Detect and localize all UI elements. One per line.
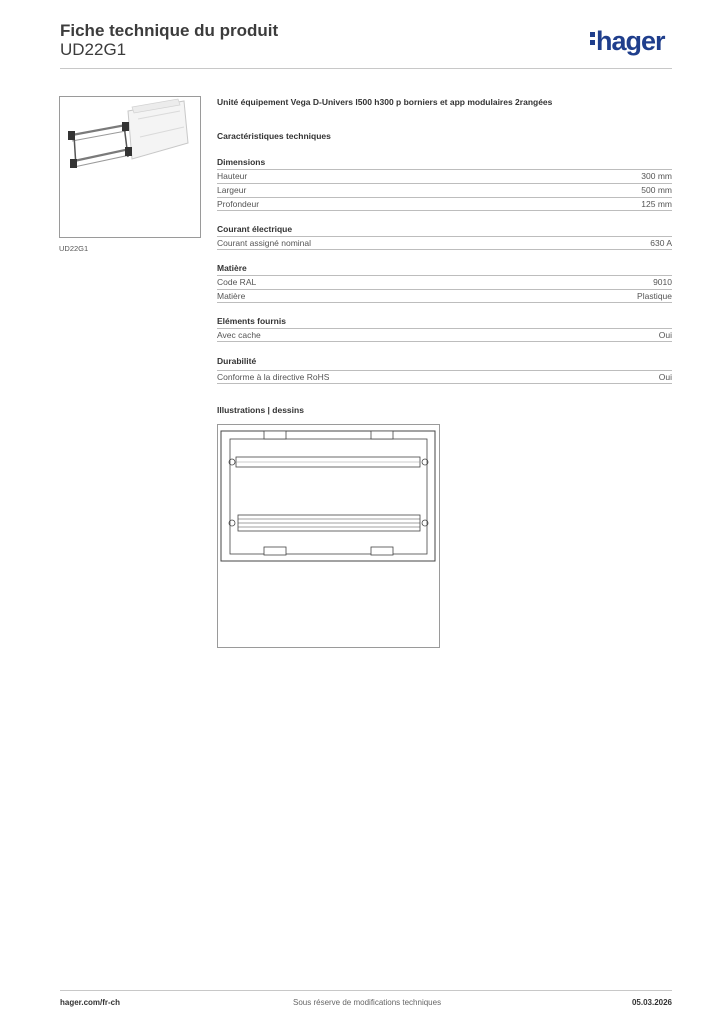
section-title-elements: Eléments fournis — [217, 316, 286, 326]
spec-row — [217, 183, 672, 197]
spec-label: Largeur — [217, 185, 247, 195]
spec-label: Matière — [217, 291, 246, 301]
product-image-caption: UD22G1 — [59, 244, 89, 253]
product-image — [59, 96, 201, 238]
footer-date: 05.03.2026 — [631, 998, 672, 1007]
section-title-durabilite: Durabilité — [217, 356, 257, 366]
illustrations-heading: Illustrations | dessins — [217, 405, 304, 415]
spec-value: 300 mm — [641, 171, 672, 181]
spec-value: 9010 — [653, 277, 672, 287]
technical-drawing — [217, 424, 440, 648]
product-reference: UD22G1 — [60, 40, 127, 59]
spec-value: Oui — [658, 372, 672, 382]
spec-label: Courant assigné nominal — [217, 238, 312, 248]
section-title-dimensions: Dimensions — [217, 157, 266, 167]
logo-text: hager — [596, 26, 665, 56]
page-title: Fiche technique du produit — [60, 21, 279, 40]
footer-website-link[interactable]: hager.com/fr-ch — [60, 998, 121, 1007]
spec-row — [217, 197, 672, 211]
spec-value: Oui — [658, 330, 672, 340]
hager-logo — [590, 26, 665, 57]
spec-label: Conforme à la directive RoHS — [217, 372, 330, 382]
section-title-matiere: Matière — [217, 263, 247, 273]
spec-row — [217, 275, 672, 289]
logo-colon-icon — [590, 29, 596, 48]
spec-row — [217, 169, 672, 183]
spec-value: 125 mm — [641, 199, 672, 209]
spec-row — [217, 236, 672, 250]
footer-disclaimer: Sous réserve de modifications techniques — [293, 998, 442, 1007]
spec-label: Avec cache — [217, 330, 261, 340]
product-photo-icon — [60, 97, 200, 237]
section-title-courant: Courant électrique — [217, 224, 293, 234]
spec-value: 630 A — [650, 238, 672, 248]
header-divider — [60, 68, 672, 69]
spec-label: Hauteur — [217, 171, 248, 181]
spec-label: Code RAL — [217, 277, 257, 287]
footer-divider — [60, 990, 672, 991]
product-name: Unité équipement Vega D-Univers l500 h300 p borniers et app modulaires 2rangées — [217, 97, 553, 107]
drawing-front-view-icon — [218, 425, 439, 647]
spec-row — [217, 289, 672, 303]
spec-row — [217, 370, 672, 384]
spec-label: Profondeur — [217, 199, 260, 209]
spec-row — [217, 328, 672, 342]
specs-heading: Caractéristiques techniques — [217, 131, 331, 141]
spec-value: 500 mm — [641, 185, 672, 195]
spec-value: Plastique — [637, 291, 672, 301]
